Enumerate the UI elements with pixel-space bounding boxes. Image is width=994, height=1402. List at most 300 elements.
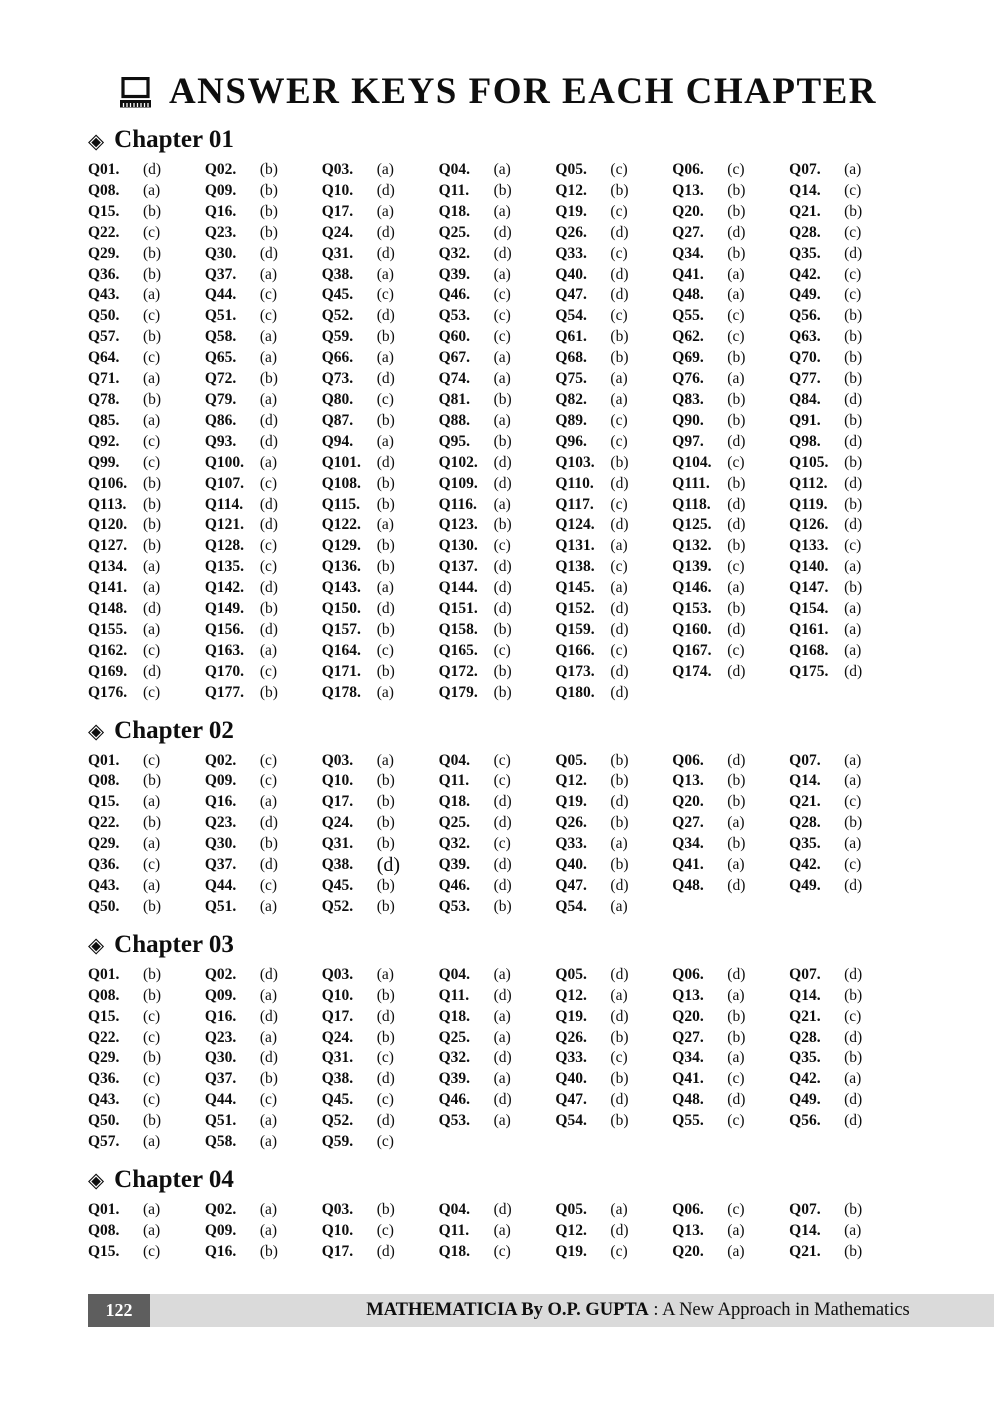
answer-option: (a): [727, 579, 745, 597]
answer-item: [439, 285, 556, 306]
question-number: Q76.: [672, 370, 704, 388]
answer-option: (d): [493, 1200, 512, 1218]
question-number: Q10.: [321, 772, 354, 790]
question-number: Q09.: [204, 986, 237, 1004]
answer-option: (c): [143, 453, 161, 471]
answer-item: [555, 432, 672, 453]
question-number: Q142.: [204, 579, 245, 597]
answer-option: (c): [259, 558, 278, 576]
question-number: Q24.: [321, 223, 354, 241]
answer-item: [789, 1242, 906, 1263]
answer-option: (c): [143, 1007, 161, 1025]
answer-option: (d): [376, 453, 395, 471]
answer-item: [322, 986, 439, 1007]
answer-item: [88, 181, 205, 202]
answer-item: [205, 390, 322, 411]
answer-option: (d): [493, 558, 512, 576]
answer-item: [439, 244, 556, 265]
chapter-heading: [88, 931, 906, 959]
question-number: Q04.: [438, 1200, 470, 1218]
answer-option: (b): [143, 965, 162, 983]
answer-item: [88, 897, 205, 918]
answer-option: (b): [143, 328, 162, 346]
answer-item: [789, 411, 906, 432]
answer-option: (a): [143, 1221, 161, 1239]
answer-option: (c): [727, 1070, 745, 1088]
question-number: Q53.: [438, 1112, 470, 1130]
answer-item: [789, 1221, 906, 1242]
answer-option: (b): [376, 877, 395, 894]
question-number: Q22.: [88, 1028, 120, 1046]
question-number: Q20.: [672, 1242, 704, 1260]
question-number: Q05.: [555, 1200, 587, 1218]
answer-option: (b): [259, 683, 278, 701]
answer-item: [789, 751, 906, 772]
answer-item: [555, 771, 672, 792]
answer-item: [88, 578, 205, 599]
question-number: Q27.: [672, 223, 704, 241]
answer-item: [789, 1028, 906, 1049]
answer-item: [205, 792, 322, 813]
answer-item: [88, 306, 205, 327]
question-number: Q39.: [438, 856, 470, 874]
question-number: Q92.: [88, 432, 120, 450]
answer-item: [205, 432, 322, 453]
answer-option: (b): [610, 856, 629, 874]
answer-option: (a): [493, 1112, 511, 1130]
answer-item: [322, 474, 439, 495]
answer-item: [555, 536, 672, 557]
answer-item: [205, 813, 322, 834]
answer-item: [439, 792, 556, 813]
answer-item: [322, 327, 439, 348]
question-number: Q132.: [672, 537, 712, 555]
question-number: Q171.: [321, 662, 361, 680]
answer-option: (a): [376, 516, 394, 534]
question-number: Q114.: [204, 495, 244, 513]
answer-item: [322, 683, 439, 704]
question-number: Q144.: [438, 579, 478, 597]
answer-option: (a): [143, 579, 161, 597]
question-number: Q49.: [789, 286, 821, 304]
question-number: Q28.: [789, 814, 821, 832]
answer-option: (d): [610, 793, 629, 811]
answer-item: [322, 641, 439, 662]
answer-item: [439, 620, 556, 641]
answer-option: (b): [844, 986, 863, 1004]
answer-option: (c): [610, 202, 628, 220]
question-number: Q103.: [555, 453, 595, 471]
answer-option: (c): [493, 835, 511, 853]
answer-item: [672, 369, 789, 390]
answer-item: [205, 369, 322, 390]
answer-item: [555, 792, 672, 813]
answer-item: [555, 834, 672, 855]
answer-item: [789, 495, 906, 516]
question-number: Q02.: [204, 965, 237, 983]
answer-option: (d): [610, 877, 629, 894]
question-number: Q03.: [321, 965, 354, 983]
question-number: Q168.: [789, 641, 829, 659]
answer-option: (b): [143, 390, 162, 408]
answer-item: [205, 1069, 322, 1090]
answer-item: [789, 1090, 906, 1111]
answer-item: [555, 306, 672, 327]
answer-item: [789, 181, 906, 202]
chapter-section-4: [88, 1166, 906, 1263]
answer-item: [555, 453, 672, 474]
answer-item: [88, 515, 205, 536]
question-number: Q30.: [204, 1049, 237, 1067]
question-number: Q07.: [789, 1200, 821, 1218]
question-number: Q23.: [204, 814, 237, 832]
answer-item: [322, 160, 439, 181]
question-number: Q16.: [204, 202, 237, 220]
answer-option: (a): [844, 1221, 862, 1239]
question-number: Q91.: [789, 411, 821, 429]
question-number: Q74.: [438, 370, 470, 388]
question-number: Q54.: [555, 897, 587, 915]
answer-option: (b): [493, 620, 512, 638]
answer-option: (a): [259, 897, 278, 915]
answer-item: [322, 223, 439, 244]
question-number: Q111.: [672, 474, 710, 492]
answer-option: (b): [727, 600, 746, 618]
question-number: Q115.: [321, 495, 361, 513]
answer-item: [205, 1111, 322, 1132]
answer-item: [672, 662, 789, 683]
question-number: Q175.: [789, 662, 829, 680]
question-number: Q137.: [438, 558, 478, 576]
answer-item: [555, 223, 672, 244]
question-number: Q21.: [789, 1007, 821, 1025]
answer-option: (b): [376, 986, 395, 1004]
question-number: Q88.: [438, 411, 470, 429]
question-number: Q03.: [321, 1200, 354, 1218]
answer-item: [88, 1200, 205, 1221]
answer-option: (a): [727, 370, 745, 388]
answer-item: [789, 599, 906, 620]
answer-item: [439, 411, 556, 432]
answer-item: [555, 578, 672, 599]
question-number: Q39.: [438, 265, 470, 283]
question-number: Q67.: [438, 349, 470, 367]
answer-item: [88, 327, 205, 348]
answer-item: [205, 453, 322, 474]
answer-item: [555, 855, 672, 876]
chapter-section-3: [88, 931, 906, 1153]
book-subtitle: : A New Approach in Mathematics: [648, 1300, 910, 1320]
answer-option: (d): [376, 307, 395, 325]
answer-item: [789, 1111, 906, 1132]
answer-item: [555, 244, 672, 265]
answer-item: [322, 1048, 439, 1069]
answer-item: [555, 986, 672, 1007]
question-number: Q05.: [555, 161, 587, 178]
chapter-title: Chapter 02: [114, 716, 234, 744]
answer-option: (b): [376, 793, 395, 811]
question-number: Q01.: [88, 751, 120, 769]
answer-item: [88, 1028, 205, 1049]
answer-option: (b): [844, 349, 863, 367]
question-number: Q03.: [321, 161, 354, 178]
answer-option: (b): [259, 600, 278, 618]
answer-item: [672, 1200, 789, 1221]
answer-item: [322, 965, 439, 986]
answer-option: (b): [259, 202, 278, 220]
answer-item: [789, 390, 906, 411]
answer-option: (b): [259, 181, 278, 199]
answer-item: [672, 160, 789, 181]
answer-option: (a): [143, 1133, 161, 1151]
answer-item: [439, 599, 556, 620]
answer-item: [88, 265, 205, 286]
answer-option: (d): [610, 265, 629, 283]
question-number: Q116.: [438, 495, 477, 513]
answer-item: [439, 771, 556, 792]
question-number: Q130.: [438, 537, 478, 555]
answer-option: (c): [259, 877, 278, 894]
question-number: Q41.: [672, 856, 704, 874]
question-number: Q01.: [88, 965, 120, 983]
answer-item: [672, 1221, 789, 1242]
question-number: Q154.: [789, 600, 829, 618]
answer-option: (c): [727, 641, 745, 659]
answer-option: (c): [610, 307, 628, 325]
answer-option: (b): [727, 1007, 746, 1025]
answer-option: (d): [259, 244, 278, 262]
question-number: Q119.: [789, 495, 828, 513]
question-number: Q79.: [204, 390, 237, 408]
answer-option: (d): [493, 986, 512, 1004]
answer-item: [555, 202, 672, 223]
question-number: Q52.: [321, 307, 354, 325]
answer-option: (c): [493, 751, 511, 769]
answer-option: (b): [376, 495, 395, 513]
answer-option: (b): [259, 370, 278, 388]
answer-option: (c): [493, 307, 511, 325]
answer-item: [555, 1069, 672, 1090]
question-number: Q52.: [321, 897, 354, 915]
answer-option: (b): [376, 328, 395, 346]
answer-option: (a): [610, 1200, 628, 1218]
answer-item: [672, 751, 789, 772]
answer-option: (d): [844, 1028, 863, 1046]
answer-item: [789, 662, 906, 683]
answer-option: (b): [493, 683, 512, 701]
answer-item: [322, 620, 439, 641]
answer-option: (c): [844, 1007, 862, 1025]
answer-option: (c): [143, 641, 161, 659]
answer-item: [205, 536, 322, 557]
answer-option: (b): [493, 432, 512, 450]
answer-option: (b): [727, 244, 746, 262]
answer-option: (a): [376, 265, 394, 283]
answer-option: (a): [844, 772, 862, 790]
answer-option: (b): [844, 495, 863, 513]
question-number: Q108.: [321, 474, 361, 492]
answer-option: (d): [610, 600, 629, 618]
question-number: Q78.: [88, 390, 120, 408]
question-number: Q16.: [204, 1007, 237, 1025]
question-number: Q51.: [204, 307, 237, 325]
question-number: Q96.: [555, 432, 587, 450]
answer-option: (b): [376, 662, 395, 680]
question-number: Q68.: [555, 349, 587, 367]
chapter-heading: [88, 126, 906, 154]
answer-item: [789, 557, 906, 578]
answer-item: [439, 202, 556, 223]
answer-option: (d): [727, 965, 746, 983]
answer-item: [439, 432, 556, 453]
answer-item: [555, 265, 672, 286]
answer-option: (d): [143, 161, 162, 178]
question-number: Q165.: [438, 641, 478, 659]
answer-option: (b): [727, 181, 746, 199]
answer-item: [205, 411, 322, 432]
answer-option: (b): [493, 181, 512, 199]
answer-option: (b): [610, 772, 629, 790]
question-number: Q151.: [438, 600, 478, 618]
question-number: Q52.: [321, 1112, 354, 1130]
question-number: Q04.: [438, 161, 470, 178]
answer-item: [205, 306, 322, 327]
answer-item: [672, 1069, 789, 1090]
answer-option: (b): [376, 814, 395, 832]
answer-item: [205, 1200, 322, 1221]
chapter-section-1: [88, 126, 906, 704]
answer-item: [789, 453, 906, 474]
question-number: Q107.: [204, 474, 245, 492]
answer-option: (a): [376, 683, 394, 701]
answer-item: [789, 1069, 906, 1090]
answer-item: [205, 474, 322, 495]
answer-item: [555, 515, 672, 536]
answer-option: (c): [610, 411, 628, 429]
book-title: MATHEMATICIA By O.P. GUPTA: [366, 1300, 649, 1320]
question-number: Q97.: [672, 432, 704, 450]
answer-item: [789, 536, 906, 557]
answer-option: (b): [376, 537, 395, 555]
question-number: Q25.: [438, 1028, 470, 1046]
answer-item: [789, 369, 906, 390]
answer-item: [205, 495, 322, 516]
answer-option: (c): [610, 161, 628, 178]
page-number-badge: 122: [88, 1294, 150, 1327]
question-number: Q23.: [204, 1028, 237, 1046]
answer-option: (a): [844, 835, 862, 853]
answer-item: [88, 834, 205, 855]
question-number: Q138.: [555, 558, 595, 576]
question-number: Q126.: [789, 516, 829, 534]
answer-option: (b): [610, 349, 629, 367]
answer-item: [555, 1221, 672, 1242]
question-number: Q35.: [789, 835, 821, 853]
answer-option: (b): [610, 1070, 629, 1088]
question-number: Q40.: [555, 1070, 587, 1088]
answer-option: (c): [493, 328, 511, 346]
question-number: Q48.: [672, 877, 704, 894]
question-number: Q26.: [555, 814, 587, 832]
question-number: Q21.: [789, 793, 821, 811]
answer-option: (c): [143, 856, 161, 874]
answer-option: (b): [376, 835, 395, 853]
answer-item: [555, 348, 672, 369]
question-number: Q16.: [204, 793, 237, 811]
question-number: Q69.: [672, 349, 704, 367]
answer-item: [205, 662, 322, 683]
answer-option: (b): [844, 411, 863, 429]
question-number: Q37.: [204, 265, 237, 283]
question-number: Q31.: [321, 835, 354, 853]
answer-item: [555, 327, 672, 348]
answer-option: (d): [610, 223, 629, 241]
question-number: Q22.: [88, 223, 120, 241]
answer-item: [322, 876, 439, 897]
question-number: Q124.: [555, 516, 595, 534]
answer-option: (d): [844, 965, 863, 983]
answer-item: [789, 160, 906, 181]
question-number: Q02.: [204, 161, 237, 178]
question-number: Q31.: [321, 1049, 354, 1067]
answer-item: [205, 557, 322, 578]
answer-item: [88, 683, 205, 704]
question-number: Q10.: [321, 986, 354, 1004]
answer-option: (c): [376, 390, 394, 408]
answer-option: (a): [259, 1221, 278, 1239]
answer-item: [322, 834, 439, 855]
answer-option: (b): [259, 161, 278, 178]
answer-option: (c): [259, 662, 278, 680]
answer-item: [789, 515, 906, 536]
question-number: Q18.: [438, 793, 470, 811]
answer-item: [555, 662, 672, 683]
answer-option: (b): [376, 474, 395, 492]
question-number: Q46.: [438, 877, 470, 894]
question-number: Q57.: [88, 1133, 120, 1151]
answer-option: (c): [727, 558, 745, 576]
question-number: Q15.: [88, 1007, 120, 1025]
answer-item: [205, 285, 322, 306]
answer-item: [439, 160, 556, 181]
answer-option: (d): [493, 223, 512, 241]
answer-item: [555, 1090, 672, 1111]
answer-item: [322, 411, 439, 432]
question-number: Q127.: [88, 537, 128, 555]
answer-option: (d): [259, 516, 278, 534]
answer-item: [439, 223, 556, 244]
question-number: Q63.: [789, 328, 821, 346]
answer-item: [439, 265, 556, 286]
question-number: Q156.: [204, 620, 245, 638]
answer-option: (a): [844, 1070, 862, 1088]
question-number: Q05.: [555, 965, 587, 983]
answer-option: (b): [610, 328, 629, 346]
answer-option: (d): [376, 1112, 395, 1130]
answer-item: [322, 390, 439, 411]
answer-option: (a): [259, 641, 278, 659]
answer-option: (d): [493, 1049, 512, 1067]
question-number: Q109.: [438, 474, 478, 492]
answer-item: [439, 495, 556, 516]
question-number: Q43.: [88, 1091, 120, 1109]
answer-item: [789, 327, 906, 348]
answer-option: (a): [610, 986, 628, 1004]
answer-item: [789, 876, 906, 897]
answer-grid: [88, 751, 906, 918]
answer-option: (a): [376, 965, 394, 983]
answer-item: [672, 1028, 789, 1049]
